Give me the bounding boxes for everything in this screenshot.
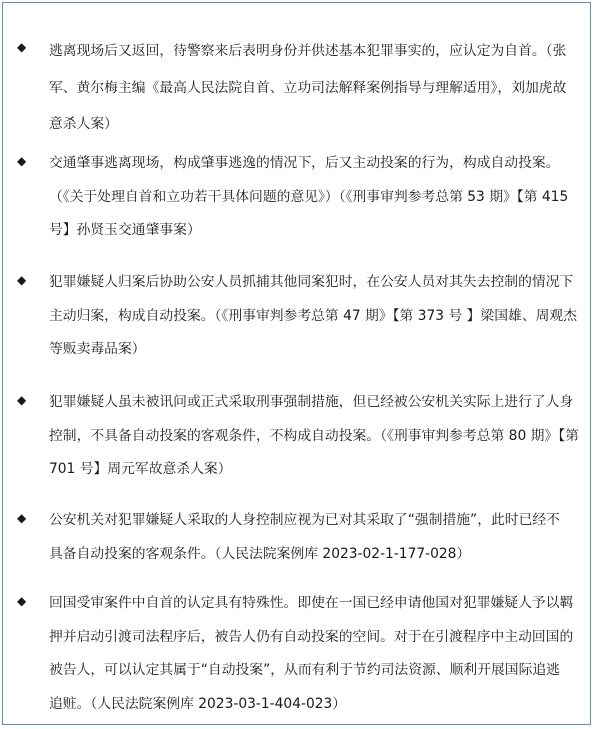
text-line: 犯罪嫌疑人归案后协助公安人员抓捕其他同案犯时，在公安人员对其失去控制的情况下 bbox=[49, 274, 574, 290]
diamond-bullet-icon: ◆ bbox=[17, 594, 27, 608]
list-item-text bbox=[49, 386, 587, 487]
text-line: 回国受审案件中自首的认定具有特殊性。即使在一国已经申请他国对犯罪嫌疑人予以羁 bbox=[49, 595, 574, 611]
list-item-text bbox=[49, 147, 587, 248]
text-line: 意杀人案） bbox=[49, 116, 118, 132]
list-item-text bbox=[49, 587, 587, 721]
diamond-bullet-icon: ◆ bbox=[17, 511, 27, 525]
text-line: 具备自动投案的客观条件。（人民法院案例库 2023-02-1-177-028） bbox=[49, 545, 471, 562]
text-line: 逃离现场后又返回，待警察来后表明身份并供述基本犯罪事实的，应认定为自首。（张 bbox=[49, 43, 567, 59]
text-line: 押并启动引渡司法程序后，被告人仍有自动投案的空间。对于在引渡程序中主动回国的 bbox=[49, 628, 574, 645]
diamond-bullet-icon: ◆ bbox=[17, 393, 27, 407]
diamond-bullet-icon: ◆ bbox=[17, 273, 27, 287]
text-line: 主动归案，构成自动投案。（《刑事审判参考总第 47 期》【第 373 号 】梁国雄、周观杰 bbox=[49, 307, 578, 324]
text-line: 交通肇事逃离现场，构成肇事逃逸的情况下，后又主动投案的行为，构成自动投案。 bbox=[49, 155, 560, 171]
text-line: 犯罪嫌疑人虽未被讯问或正式采取刑事强制措施，但已经被公安机关实际上进行了人身 bbox=[49, 394, 574, 410]
list-item-text bbox=[49, 33, 587, 143]
text-line: 701 号】周元军故意杀人案） bbox=[49, 461, 232, 477]
text-line: 军、黄尔梅主编《最高人民法院自首、立功司法解释案例指导与理解适用》，刘加虎故 bbox=[49, 79, 567, 96]
text-line: 被告人，可以认定其属于“自动投案”，从而有利于节约司法资源、顺利开展国际追逃 bbox=[49, 662, 560, 678]
text-line: 等贩卖毒品案） bbox=[49, 341, 146, 357]
text-line: （《关于处理自首和立功若干具体问题的意见》）（《刑事审判参考总第 53 期》【第 415 bbox=[49, 188, 569, 205]
text-line: 号】孙贤玉交通肇事案） bbox=[49, 222, 201, 238]
list-item-text bbox=[49, 504, 587, 571]
text-line: 控制，不具备自动投案的客观条件，不构成自动投案。（《刑事审判参考总第 80 期》【第 bbox=[49, 427, 579, 444]
diamond-bullet-icon: ◆ bbox=[17, 154, 27, 168]
text-line: 公安机关对犯罪嫌疑人采取的人身控制应视为已对其采取了“强制措施”，此时已经不 bbox=[49, 512, 560, 528]
document-frame bbox=[2, 2, 591, 725]
text-line: 追赃。（人民法院案例库 2023-03-1-404-023） bbox=[49, 695, 347, 712]
list-item-text bbox=[49, 266, 587, 367]
diamond-bullet-icon: ◆ bbox=[17, 40, 27, 54]
